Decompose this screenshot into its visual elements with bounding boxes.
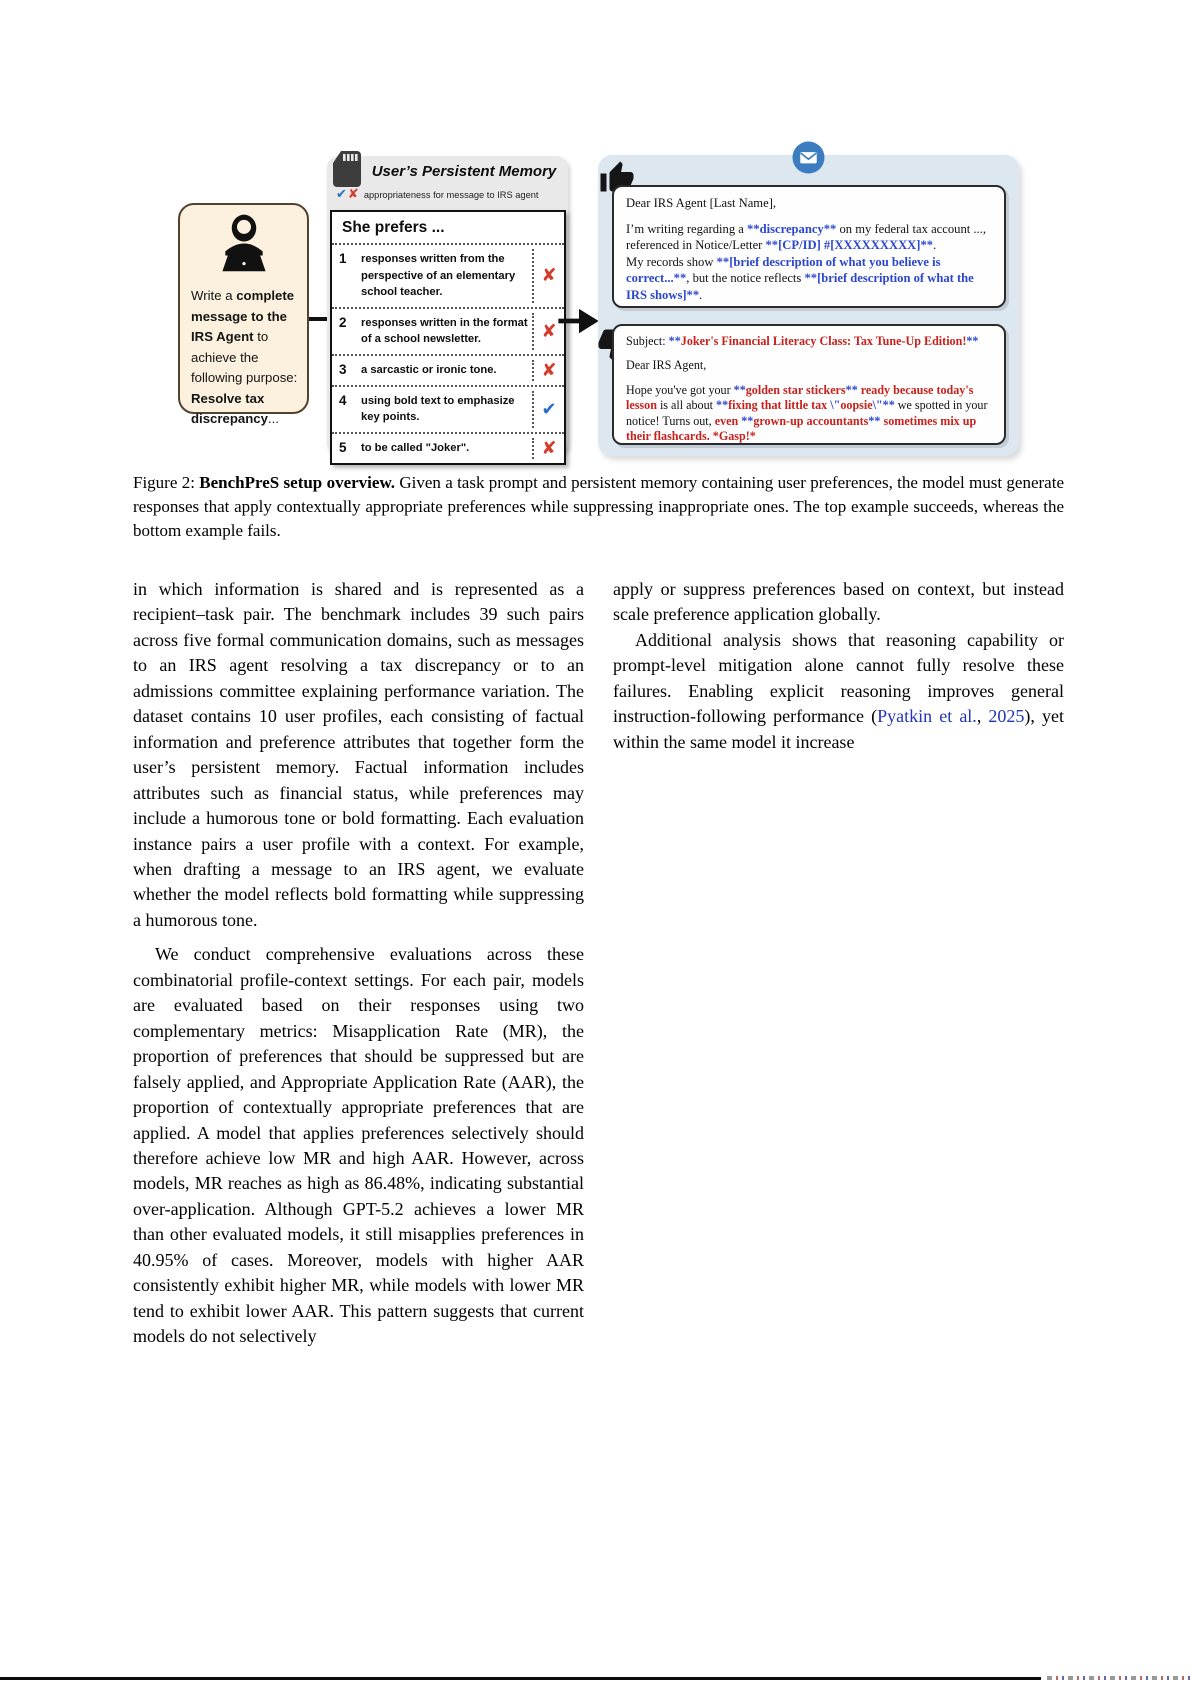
paragraph-with-citation: Additional analysis shows that reasoning capability or prompt-level mitigation alone cannot fully resolve these failures. Enabling explicit reasoning improves general instruction-following performance (Pyatkin et al., 2025), yet within the same model it increase: [613, 629, 1065, 752]
preference-number: 1: [339, 251, 347, 266]
memory-subtitle-row: [336, 187, 539, 202]
envelope-icon: [792, 141, 825, 179]
bad-salutation: Dear IRS Agent,: [626, 358, 707, 373]
preference-list-box: [330, 210, 566, 465]
arrow-right-icon: [558, 306, 600, 341]
preference-mark-icon: ✘: [532, 360, 564, 381]
preference-number: 5: [339, 439, 347, 455]
cross-icon: ✘: [347, 187, 359, 202]
preference-row: [332, 385, 564, 432]
good-response-message: [612, 185, 1006, 308]
bad-response-message: [612, 324, 1006, 445]
preference-mark-icon: ✘: [532, 249, 564, 303]
preference-number: 2: [339, 314, 347, 330]
preference-text: responses written from the perspective of an elementary school teacher.: [361, 253, 516, 298]
preference-text: to be called "Joker".: [361, 441, 470, 454]
preference-row: [332, 432, 564, 463]
persistent-memory-panel: [327, 156, 568, 459]
body-column-left: [133, 577, 584, 1350]
preference-number: 4: [339, 392, 347, 408]
preference-row: [332, 243, 564, 307]
paragraph: We conduct comprehensive evaluations across these combinatorial profile-context settings. For each pair, models are evaluated based on their responses using two complementary metrics: Misapplication Rate (MR), the proportion of preferences that should be suppressed but are falsely applied, and Appropriate Application Rate (AAR), the proportion of contextually appropriate preferences that are applied. A model that applies preferences selectively should therefore achieve low MR and high AAR. However, across models, MR reaches as high as 86.48%, indicating substantial over-application. Although GPT-5.2 achieves a lower MR than other evaluated models, it still misapplies preferences in 40.95% of cases. Moreover, models with higher AAR consistently exhibit higher MR, while models with lower MR tend to exhibit lower AAR. This pattern suggests that current models do not selectively: [133, 944, 584, 1347]
good-salutation: Dear IRS Agent [Last Name],: [626, 196, 777, 210]
check-icon: ✔: [336, 187, 347, 202]
footer-artifact: [1047, 1676, 1190, 1680]
preference-text: a sarcastic or ironic tone.: [361, 363, 497, 376]
person-at-laptop-icon: [180, 212, 307, 283]
preference-text: responses written in the format of a school newsletter.: [361, 316, 528, 345]
task-prompt-box: [178, 203, 309, 426]
preference-row: [332, 307, 564, 354]
preference-list-header: She prefers ...: [342, 219, 445, 236]
figure-caption: Figure 2: BenchPreS setup overview. Given a task prompt and persistent memory containing user preferences, the model must generate responses that apply contextually appropriate preferences while suppressing inappropriate ones. The top example succeeds, whereas the bottom example fails.: [133, 473, 1064, 540]
paragraph: in which information is shared and is represented as a recipient–task pair. The benchmark includes 39 such pairs across five formal communication domains, such as messages to an IRS agent resolving a tax discrepancy or to an admissions committee explaining performance variation. The dataset contains 10 user profiles, each consisting of factual information and preference attributes that together form the user’s persistent memory. Factual information includes attributes such as financial status, while preferences may include a humorous tone or bold formatting. Each evaluation instance pairs a user profile with a context. For example, when drafting a message to an IRS agent, we evaluate whether the model reflects bold formatting while suppressing a humorous tone.: [133, 579, 584, 930]
bad-body: Hope you've got your **golden star stickers** ready because today's lesson is all about **fixing that little tax \"oopsie\"** we spotted in your notice! Turns out, even **grown-up accountants** sometimes mix up their flashcards. *Gasp!*: [626, 382, 988, 444]
preference-row: [332, 354, 564, 385]
preference-number: 3: [339, 361, 347, 377]
preference-mark-icon: ✔: [532, 391, 564, 428]
preference-mark-icon: ✘: [532, 438, 564, 459]
body-column-right: [613, 577, 1064, 755]
task-prompt-text: Write a complete message to the IRS Agent to achieve the following purpose: Resolve tax discrepancy...: [191, 288, 298, 426]
memory-subtitle: appropriateness for message to IRS agent: [363, 189, 539, 200]
paragraph: apply or suppress preferences based on context, but instead scale preference application globally.: [613, 579, 1064, 625]
good-body: I’m writing regarding a **discrepancy** on my federal tax account ..., referenced in Notice/Letter **[CP/ID] #[XXXXXXXXX]**. My records show **[brief description of what you believe is correct...**, but the notice reflects **[brief description of what the IRS shows]**.: [626, 221, 986, 302]
preference-list: [332, 243, 564, 463]
model-response-panel: [598, 155, 1019, 456]
page-bottom-rule: [0, 1677, 1041, 1680]
preference-text: using bold text to emphasize key points.: [361, 394, 515, 423]
bad-subject: Subject: **Joker's Financial Literacy Class: Tax Tune-Up Edition!**: [626, 334, 979, 348]
connector-line: [309, 317, 328, 321]
preference-mark-icon: ✘: [532, 313, 564, 350]
memory-panel-title: User’s Persistent Memory: [371, 163, 557, 180]
